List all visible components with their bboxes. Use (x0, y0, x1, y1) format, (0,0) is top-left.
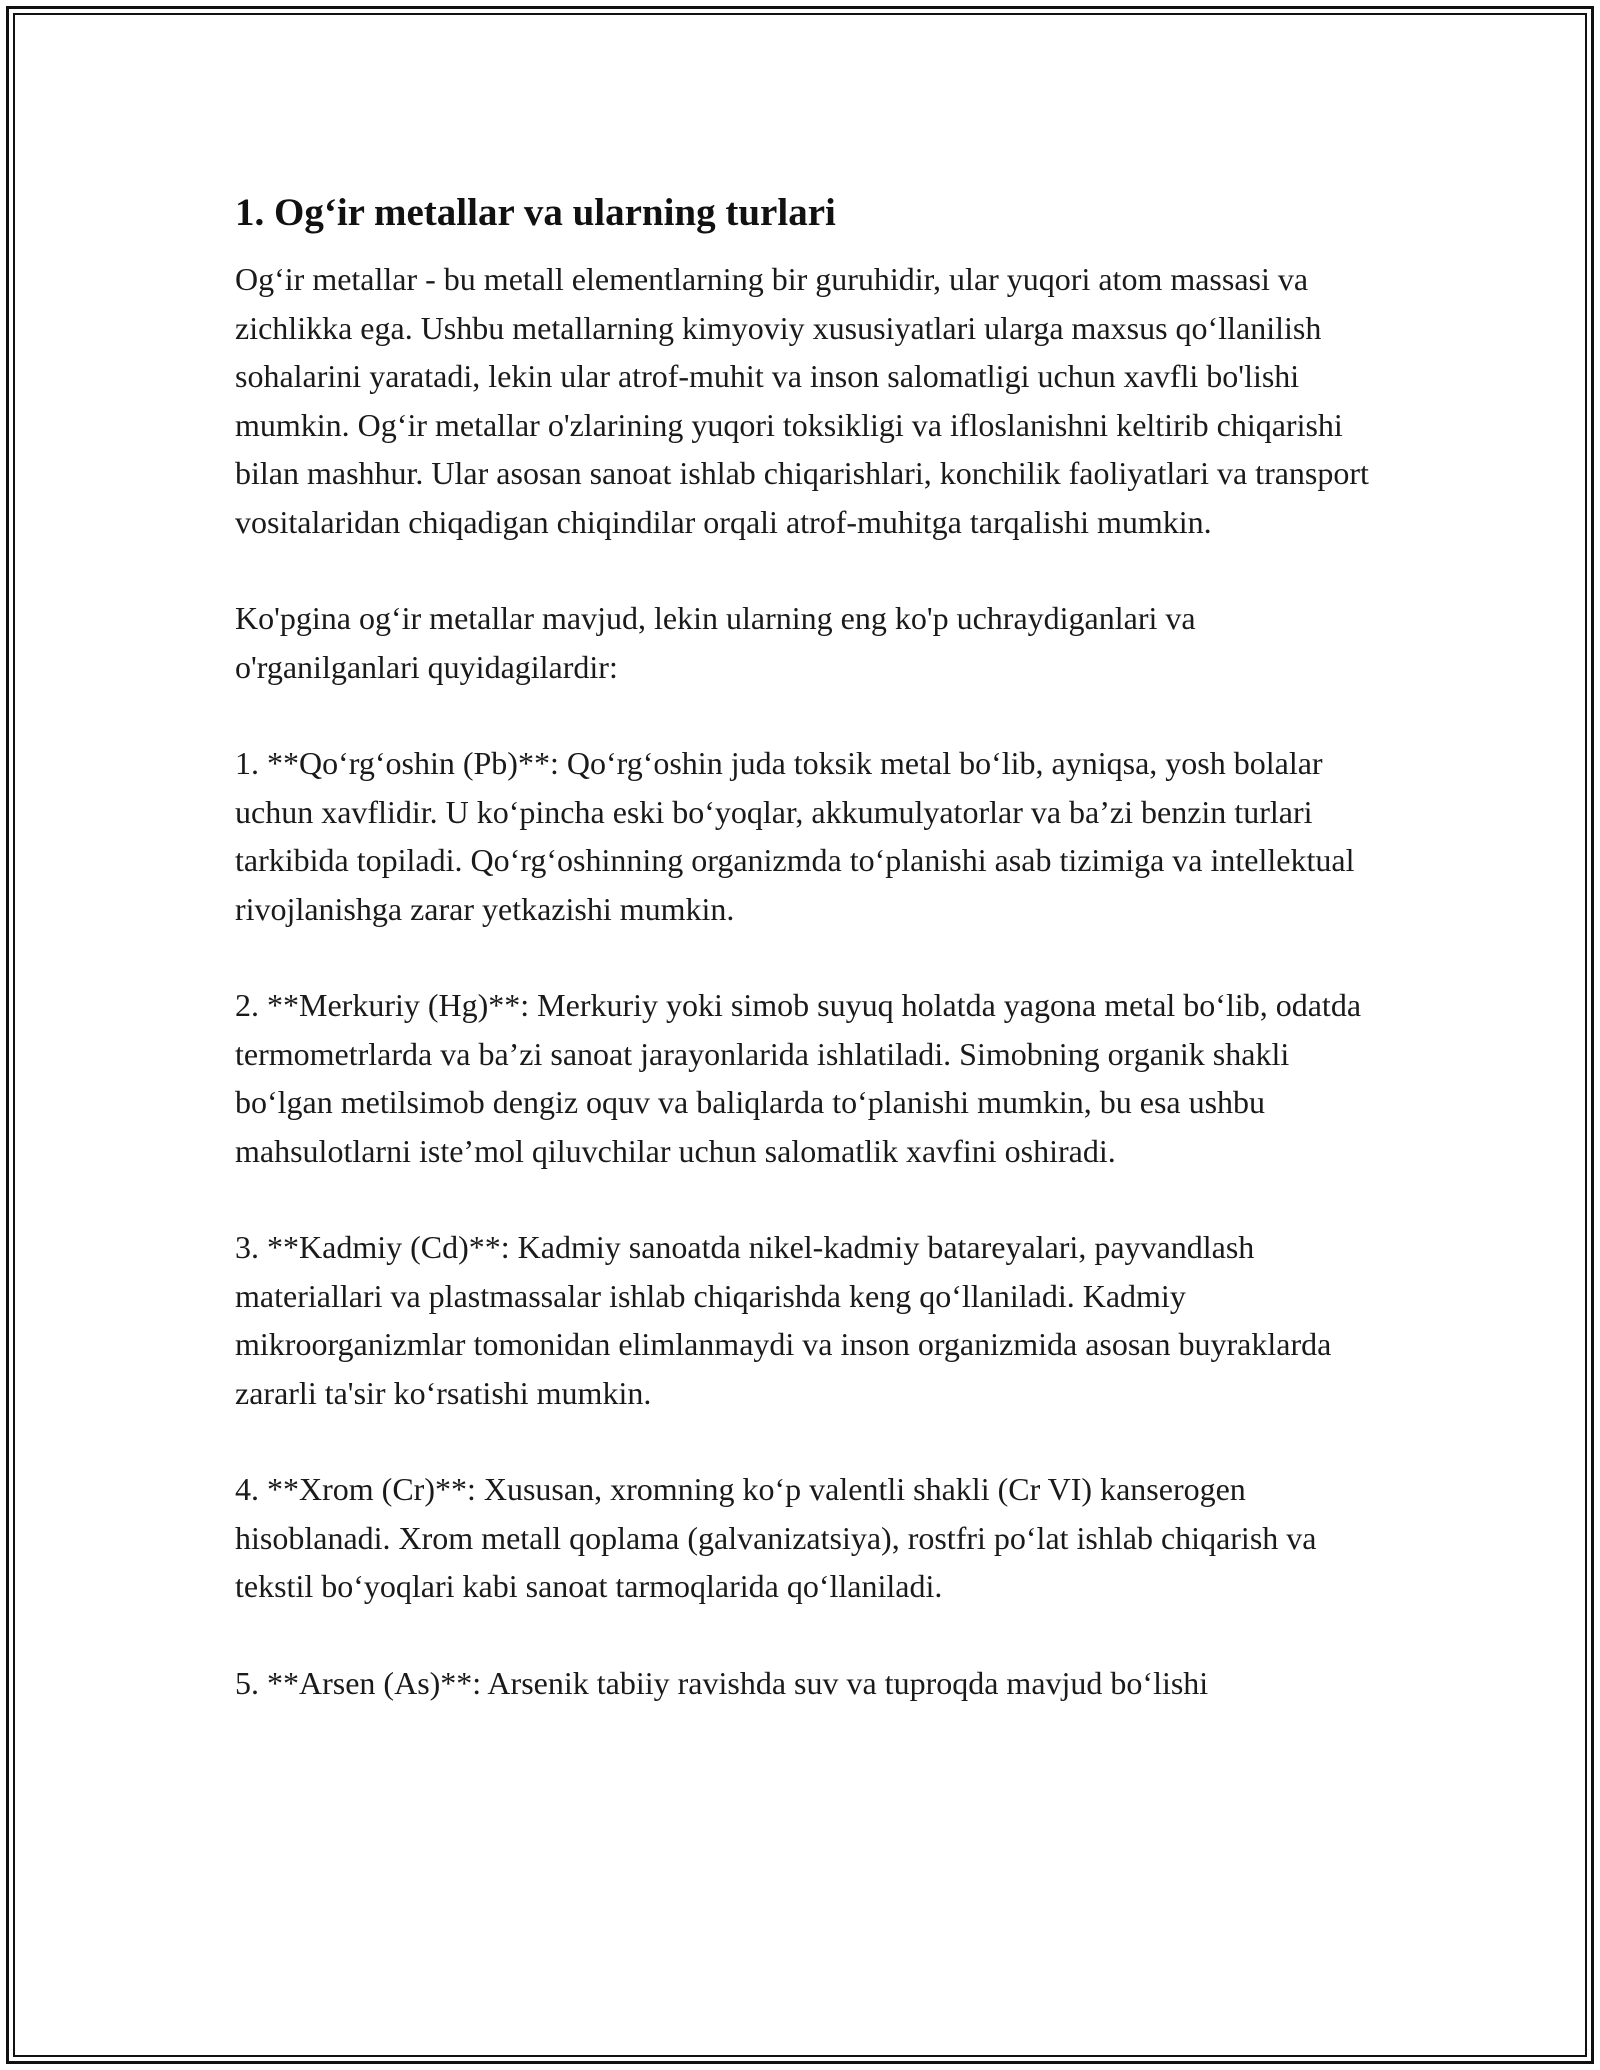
list-item-chromium: 4. **Xrom (Cr)**: Xususan, xromning ko‘p valentli shakli (Cr VI) kanserogen hisoblanadi. Xrom metall qoplama (galvanizatsiya), rostfri po‘lat ishlab chiqarish va tekstil bo‘yoqlari kabi sanoat tarmoqlarida qo‘llaniladi. (235, 1471, 1317, 1604)
list-intro-paragraph: Ko'pgina og‘ir metallar mavjud, lekin ularning eng ko'p uchraydiganlari va o'rganilganlari quyidagilardir: (235, 600, 1196, 685)
section-title: 1. Og‘ir metallar va ularning turlari (235, 191, 836, 234)
list-item-mercury: 2. **Merkuriy (Hg)**: Merkuriy yoki simob suyuq holatda yagona metal bo‘lib, odatda termometrlarda va ba’zi sanoat jarayonlarida ishlatiladi. Simobning organik shakli bo‘lgan metilsimob dengiz oquv va baliqlarda to‘planishi mumkin, bu esa ushbu mahsulotlarni iste’mol qiluvchilar uchun salomatlik xavfini oshiradi. (235, 987, 1362, 1169)
list-item-lead: 1. **Qo‘rg‘oshin (Pb)**: Qo‘rg‘oshin juda toksik metal bo‘lib, ayniqsa, yosh bolalar uchun xavflidir. U ko‘pincha eski bo‘yoqlar, akkumulyatorlar va ba’zi benzin turlari tarkibida topiladi. Qo‘rg‘oshinning organizmda to‘planishi asab tizimiga va intellektual rivojlanishga zarar yetkazishi mumkin. (235, 745, 1355, 927)
intro-paragraph: Og‘ir metallar - bu metall elementlarning bir guruhidir, ular yuqori atom massasi va zichlikka ega. Ushbu metallarning kimyoviy xususiyatlari ularga maxsus qo‘llanilish sohalarini yaratadi, lekin ular atrof-muhit va inson salomatligi uchun xavfli bo'lishi mumkin. Og‘ir metallar o'zlarining yuqori toksikligi va ifloslanishni keltirib chiqarishi bilan mashhur. Ular asosan sanoat ishlab chiqarishlari, konchilik faoliyatlari va transport vositalaridan chiqadigan chiqindilar orqali atrof-muhitga tarqalishi mumkin. (235, 261, 1369, 540)
document-body (235, 185, 1375, 1755)
list-item-cadmium: 3. **Kadmiy (Cd)**: Kadmiy sanoatda nikel-kadmiy batareyalari, payvandlash materiallari va plastmassalar ishlab chiqarishda keng qo‘llaniladi. Kadmiy mikroorganizmlar tomonidan elimlanmaydi va inson organizmida asosan buyraklarda zararli ta'sir ko‘rsatishi mumkin. (235, 1229, 1332, 1411)
list-item-arsenic: 5. **Arsen (As)**: Arsenik tabiiy ravishda suv va tuproqda mavjud bo‘lishi (235, 1664, 1209, 1701)
